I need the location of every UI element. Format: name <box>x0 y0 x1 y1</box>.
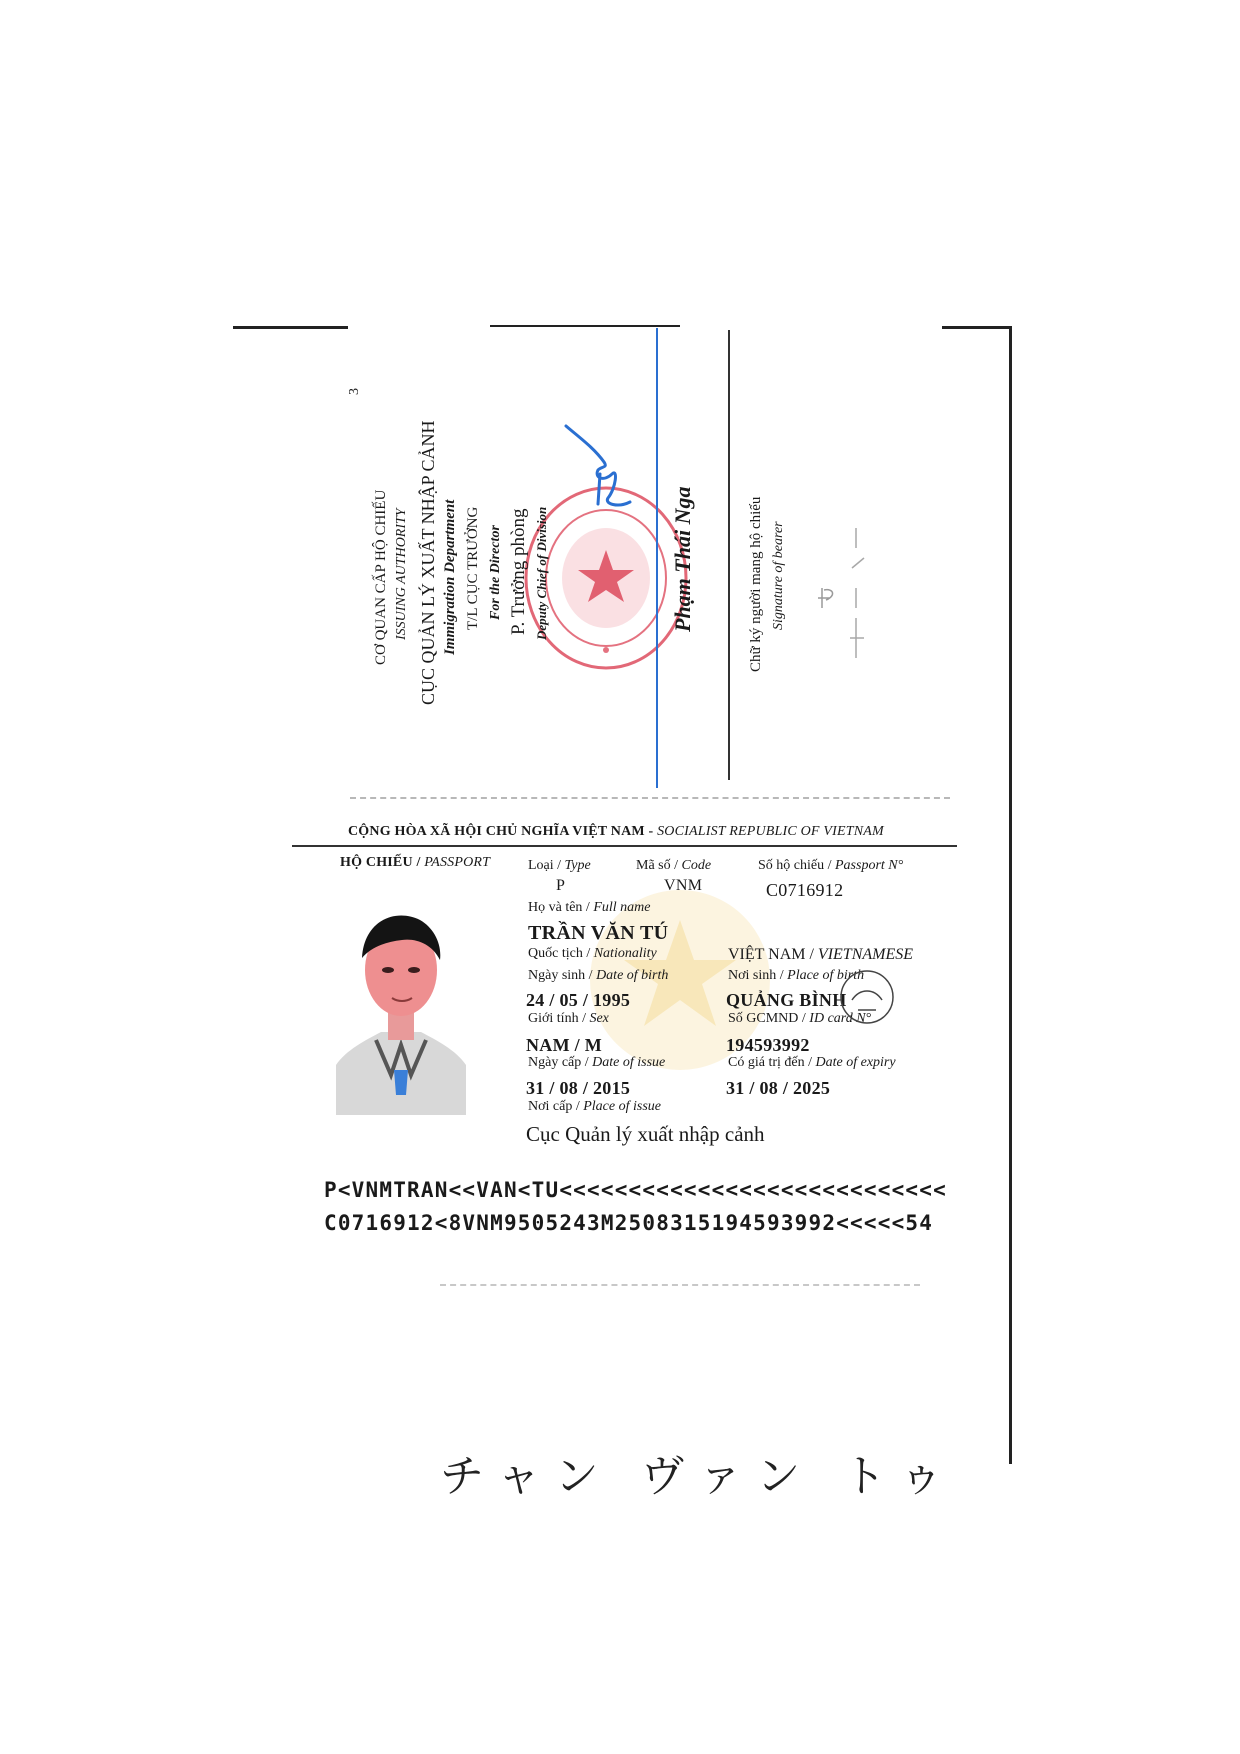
pob-label: Nơi sinh / Place of birth <box>728 968 865 983</box>
nationality-value: VIỆT NAM / VIETNAMESE <box>728 946 914 963</box>
perforation-emblem <box>832 962 902 1032</box>
holder-photo <box>336 900 466 1115</box>
bearer-signature-label-vn: Chữ ký người mang hộ chiếu <box>748 496 764 672</box>
scan-edge-right <box>1009 326 1012 1464</box>
date-of-issue-value: 31 / 08 / 2015 <box>526 1078 631 1098</box>
sex-label: Giới tính / Sex <box>528 1011 609 1026</box>
place-of-issue-value: Cục Quản lý xuất nhập cảnh <box>526 1122 765 1146</box>
date-of-issue-label: Ngày cấp / Date of issue <box>528 1055 666 1070</box>
date-of-expiry-label: Có giá trị đến / Date of expiry <box>728 1055 896 1070</box>
fold-line <box>350 797 950 799</box>
scan-edge-top-right <box>942 326 1012 329</box>
nationality-label: Quốc tịch / Nationality <box>528 946 657 961</box>
deputy-title-vn: P. Trưởng phòng <box>508 508 529 635</box>
department-vn: CỤC QUẢN LÝ XUẤT NHẬP CẢNH <box>418 420 438 705</box>
dob-value: 24 / 05 / 1995 <box>526 990 631 1010</box>
bearer-signature-label-en: Signature of bearer <box>771 521 786 630</box>
katakana-name-handwritten: チャン ヴァン トゥ <box>440 1451 958 1502</box>
issuing-authority-vn: CƠ QUAN CẤP HỘ CHIẾU <box>373 489 389 665</box>
page-number: 3 <box>347 388 362 395</box>
header-rule <box>292 845 957 847</box>
place-of-issue-label: Nơi cấp / Place of issue <box>528 1099 661 1114</box>
deputy-title-en: Deputy Chief of Division <box>534 506 549 640</box>
code-label: Mã số / Code <box>636 858 712 873</box>
id-card-value: 194593992 <box>726 1035 810 1055</box>
type-label: Loại / Type <box>528 858 591 873</box>
blue-pen-line <box>656 328 658 788</box>
director-signature <box>560 418 650 528</box>
scan-edge-top-left <box>233 326 348 329</box>
page-divider <box>728 330 730 780</box>
name-label: Họ và tên / Full name <box>528 900 651 915</box>
type-value: P <box>556 877 566 894</box>
pob-value: QUẢNG BÌNH <box>726 990 847 1010</box>
for-director-vn: T/L CỤC TRƯỞNG <box>465 506 481 630</box>
passport-no-label: Số hộ chiếu / Passport N° <box>758 858 904 873</box>
department-en: Immigration Department <box>442 499 458 655</box>
passport-no-value: C0716912 <box>766 880 844 900</box>
full-name-value: TRẦN VĂN TÚ <box>528 922 669 944</box>
issuing-authority-en: ISSUING AUTHORITY <box>394 508 409 640</box>
dob-label: Ngày sinh / Date of birth <box>528 968 669 983</box>
code-value: VNM <box>664 877 703 894</box>
republic-header: CỘNG HÒA XÃ HỘI CHỦ NGHĨA VIỆT NAM - SOCIALIST REPUBLIC OF VIETNAM <box>348 824 884 839</box>
mrz-line-2: C0716912<8VNM9505243M2508315194593992<<<<<54 <box>324 1211 934 1235</box>
scan-edge-top-mid <box>490 325 680 327</box>
bottom-scan-edge <box>440 1284 920 1286</box>
sex-value: NAM / M <box>526 1035 603 1055</box>
signer-name: Phạm Thái Nga <box>670 486 695 632</box>
bearer-signature <box>812 488 872 668</box>
mrz-line-1: P<VNMTRAN<<VAN<TU<<<<<<<<<<<<<<<<<<<<<<<<<<<< <box>324 1178 947 1202</box>
passport-title: HỘ CHIẾU / PASSPORT <box>340 855 491 870</box>
date-of-expiry-value: 31 / 08 / 2025 <box>726 1078 831 1098</box>
id-card-label: Số GCMND / ID card N° <box>728 1011 872 1026</box>
for-director-en: For the Director <box>488 525 503 620</box>
